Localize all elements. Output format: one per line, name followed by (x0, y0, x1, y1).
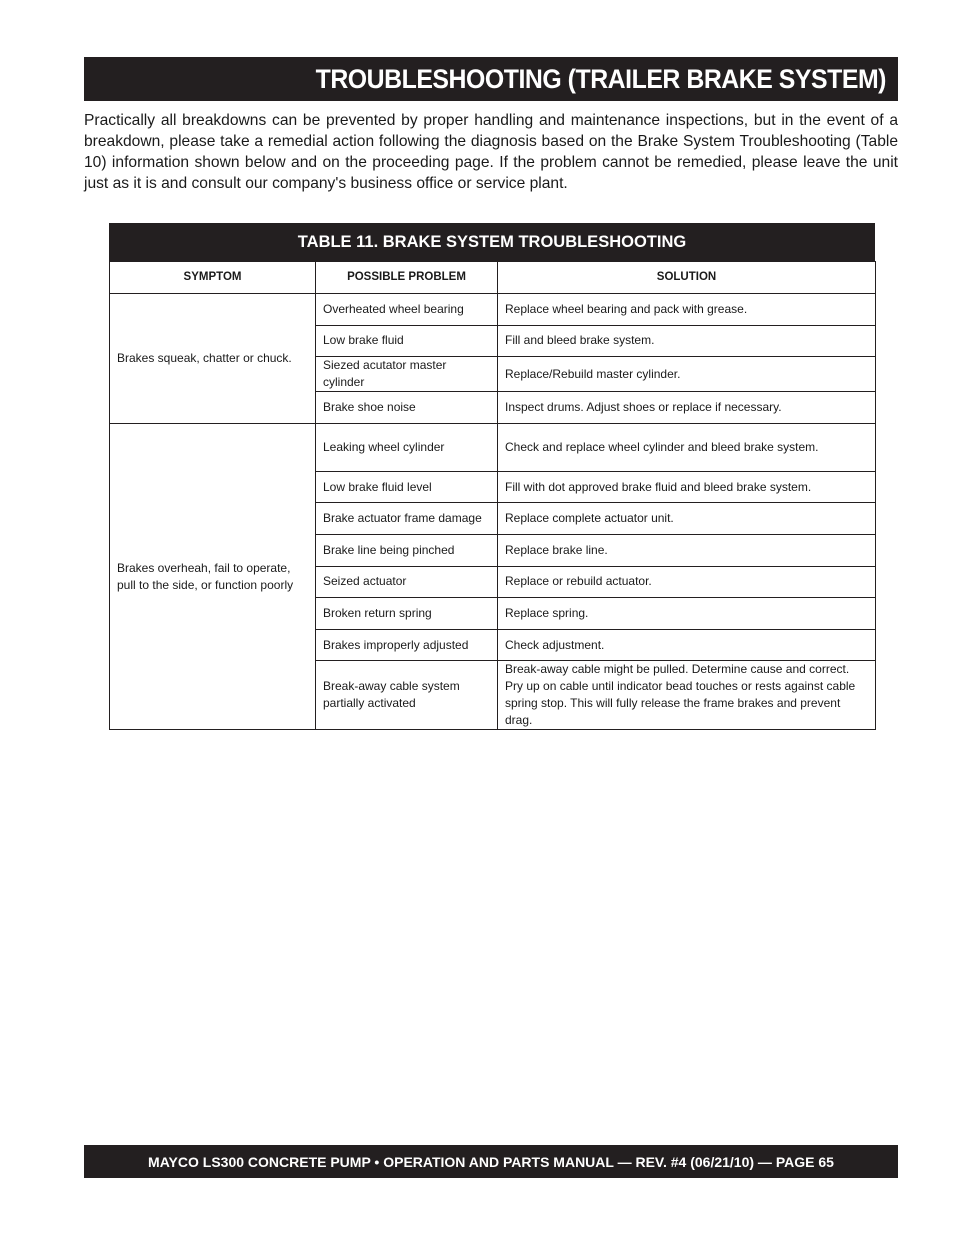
table-row (110, 294, 876, 326)
problem-cell: Siezed acutator master cylinder (316, 357, 498, 392)
intro-paragraph: Practically all breakdowns can be prevented by proper handling and maintenance inspections, but in the event of a breakdown, please take a remedial action following the diagnosis based on the Brake System Troubleshooting (Table 10) information shown below and on the proceeding page. If the problem cannot be remedied, please leave the unit just as it is and consult our company's business office or service plant. (84, 112, 898, 192)
problem-cell: Break-away cable system partially activated (316, 661, 498, 730)
column-header-possible-problem: POSSIBLE PROBLEM (316, 262, 498, 294)
solution-cell: Check adjustment. (498, 629, 876, 661)
problem-cell: Seized actuator (316, 566, 498, 598)
troubleshooting-table (109, 223, 875, 730)
problem-cell: Leaking wheel cylinder (316, 423, 498, 471)
problem-cell: Low brake fluid level (316, 471, 498, 503)
solution-cell: Replace or rebuild actuator. (498, 566, 876, 598)
solution-cell: Replace spring. (498, 598, 876, 630)
symptom-cell: Brakes overheah, fail to operate, pull to the side, or function poorly (110, 423, 316, 730)
solution-cell: Check and replace wheel cylinder and bleed brake system. (498, 423, 876, 471)
symptom-cell: Brakes squeak, chatter or chuck. (110, 294, 316, 424)
solution-cell: Replace wheel bearing and pack with grease. (498, 294, 876, 326)
problem-cell: Broken return spring (316, 598, 498, 630)
solution-cell: Fill with dot approved brake fluid and bleed brake system. (498, 471, 876, 503)
problem-cell: Brakes improperly adjusted (316, 629, 498, 661)
page-title: TROUBLESHOOTING (TRAILER BRAKE SYSTEM) (315, 63, 886, 94)
problem-cell: Overheated wheel bearing (316, 294, 498, 326)
column-header-solution: SOLUTION (498, 262, 876, 294)
problem-cell: Brake actuator frame damage (316, 503, 498, 535)
column-header-symptom: SYMPTOM (110, 262, 316, 294)
table-row (110, 423, 876, 471)
solution-cell: Replace complete actuator unit. (498, 503, 876, 535)
page-footer (84, 1145, 898, 1178)
solution-cell: Inspect drums. Adjust shoes or replace if necessary. (498, 392, 876, 424)
page-title-bar (84, 57, 898, 101)
table-title: TABLE 11. BRAKE SYSTEM TROUBLESHOOTING (109, 223, 875, 261)
problem-cell: Brake line being pinched (316, 534, 498, 566)
solution-cell: Replace brake line. (498, 534, 876, 566)
problem-cell: Low brake fluid (316, 325, 498, 357)
solution-cell: Replace/Rebuild master cylinder. (498, 357, 876, 392)
brake-table (109, 261, 876, 730)
solution-cell: Fill and bleed brake system. (498, 325, 876, 357)
footer-text: MAYCO LS300 CONCRETE PUMP • OPERATION AND PARTS MANUAL — REV. #4 (06/21/10) — PAGE 65 (148, 1153, 834, 1170)
problem-cell: Brake shoe noise (316, 392, 498, 424)
solution-cell: Break-away cable might be pulled. Determine cause and correct. Pry up on cable until indicator bead touches or rests against cable spring stop. This will fully release the frame brakes and prevent drag. (498, 661, 876, 730)
